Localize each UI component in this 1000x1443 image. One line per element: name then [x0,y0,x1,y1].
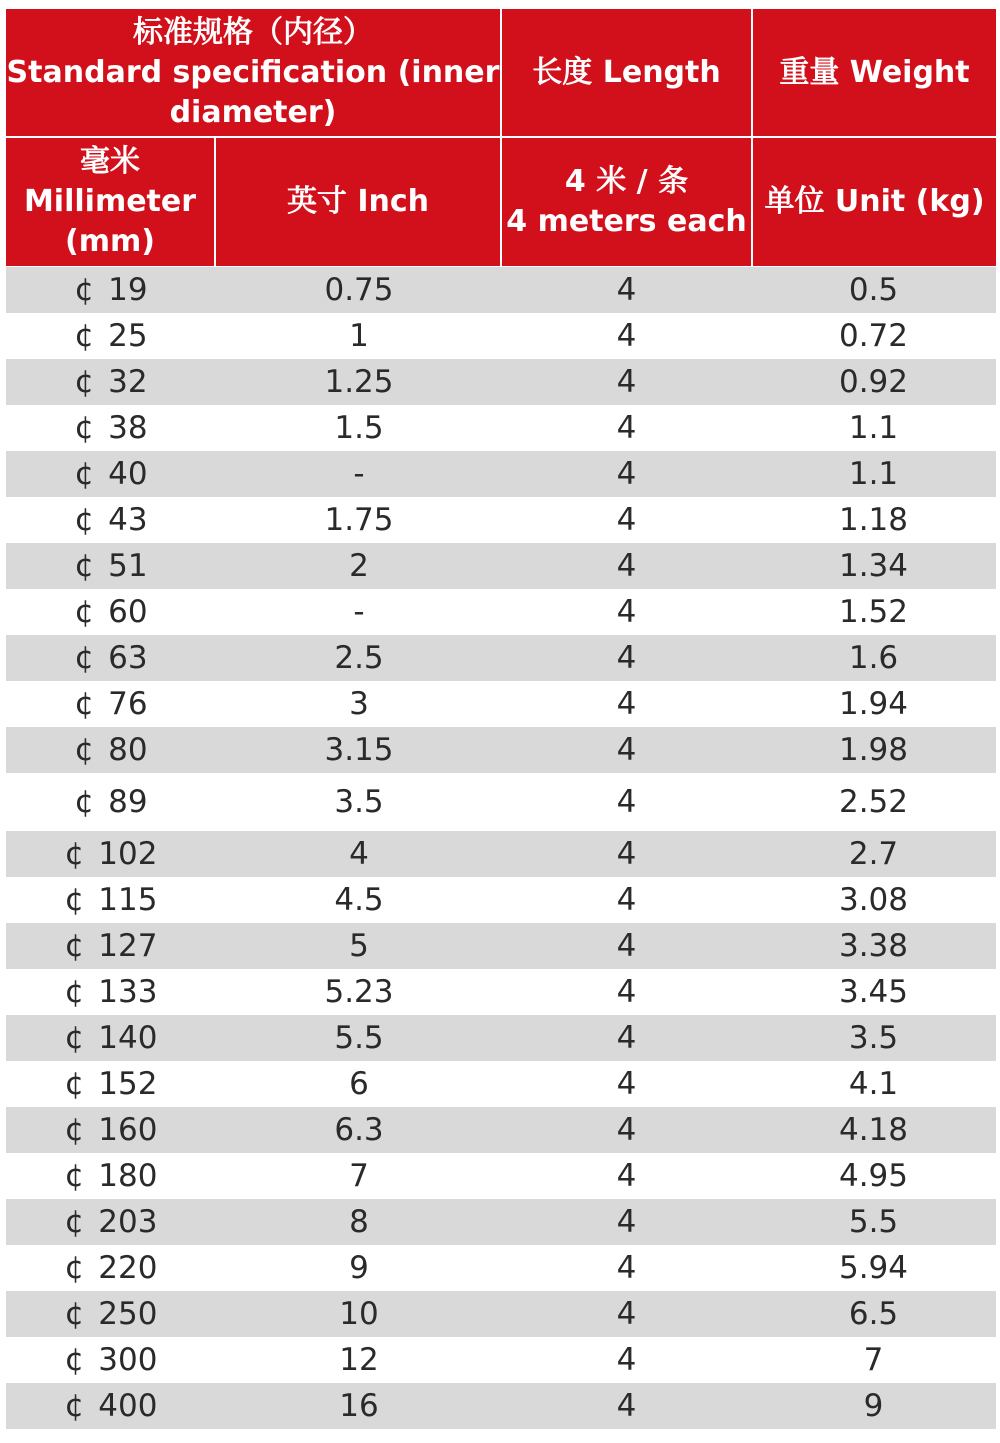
cell-mm [6,928,216,964]
diameter-symbol: ¢ [74,548,95,584]
mm-value: 89 [108,784,148,820]
cell-inch: 5 [349,928,369,964]
cell-mm [6,974,216,1010]
table-row [6,1015,996,1061]
mm-value: 180 [98,1158,158,1194]
header-spec-line-1: 标准规格（内径） [132,14,373,50]
diameter-symbol: ¢ [64,1112,85,1148]
diameter-symbol: ¢ [74,784,95,820]
cell-weight: 3.45 [838,974,909,1010]
cell-length: 4 [616,1066,637,1102]
cell-weight: 0.5 [848,272,899,308]
table-row [6,359,996,405]
diameter-symbol: ¢ [74,272,95,308]
table-body [6,267,996,1429]
table-row [6,969,996,1015]
mm-value: 25 [108,318,148,354]
table-row [6,877,996,923]
table-row [6,1199,996,1245]
cell-inch: 3.15 [324,732,394,768]
cell-weight: 3.38 [838,928,909,964]
diameter-symbol: ¢ [74,640,95,676]
cell-length: 4 [616,272,637,308]
mm-value: 43 [108,502,148,538]
cell-mm [6,686,216,722]
cell-mm [6,410,216,446]
mm-value: 19 [108,272,148,308]
table-row [6,543,996,589]
table-row [6,1061,996,1107]
cell-mm [6,456,216,492]
mm-value: 115 [98,882,158,918]
cell-weight: 1.1 [848,410,899,446]
cell-weight: 5.94 [838,1250,909,1286]
table-row [6,831,996,877]
cell-inch: - [353,456,365,492]
cell-inch: 7 [349,1158,369,1194]
diameter-symbol: ¢ [74,502,95,538]
diameter-symbol: ¢ [74,456,95,492]
cell-inch: 4.5 [334,882,384,918]
header-per-piece [502,138,751,266]
cell-length: 4 [616,928,637,964]
cell-length: 4 [616,548,637,584]
diameter-symbol: ¢ [74,686,95,722]
table-row [6,681,996,727]
cell-mm [6,272,216,308]
mm-value: 51 [108,548,148,584]
cell-weight: 3.08 [838,882,909,918]
table-row [6,497,996,543]
cell-inch: 0.75 [324,272,394,308]
table-row [6,1291,996,1337]
table-row [6,923,996,969]
diameter-symbol: ¢ [74,732,95,768]
cell-mm [6,882,216,918]
cell-inch: 4 [349,836,369,872]
cell-mm [6,1020,216,1056]
mm-value: 152 [98,1066,158,1102]
cell-weight: 6.5 [848,1296,899,1332]
table-row [6,589,996,635]
table-row [6,635,996,681]
cell-mm [6,364,216,400]
table-row [6,727,996,773]
cell-inch: 2 [349,548,369,584]
cell-weight: 1.6 [848,640,899,676]
mm-value: 102 [98,836,158,872]
header-inch-label: 英寸 Inch [286,184,430,219]
cell-length: 4 [616,410,637,446]
mm-value: 160 [98,1112,158,1148]
cell-length: 4 [616,1204,637,1240]
header-per-piece-line-2: 4 meters each [506,204,747,239]
cell-length: 4 [616,1158,637,1194]
cell-length: 4 [616,502,637,538]
diameter-symbol: ¢ [64,1066,85,1102]
cell-weight: 2.52 [838,784,909,820]
cell-inch: 1.5 [334,410,384,446]
cell-weight: 1.18 [838,502,909,538]
table-row [6,1383,996,1429]
cell-length: 4 [616,686,637,722]
cell-mm [6,1204,216,1240]
header-length-label: 长度 Length [532,54,721,90]
mm-value: 400 [98,1388,158,1424]
cell-inch: 6.3 [334,1112,384,1148]
cell-inch: 2.5 [334,640,384,676]
cell-weight: 1.98 [838,732,909,768]
header-weight [753,9,996,136]
diameter-symbol: ¢ [64,1020,85,1056]
diameter-symbol: ¢ [64,1204,85,1240]
cell-weight: 5.5 [848,1204,899,1240]
mm-value: 63 [108,640,148,676]
diameter-symbol: ¢ [64,882,85,918]
cell-inch: 9 [349,1250,369,1286]
diameter-symbol: ¢ [64,1296,85,1332]
table-row [6,1107,996,1153]
cell-length: 4 [616,1342,637,1378]
cell-mm [6,1250,216,1286]
cell-length: 4 [616,836,637,872]
table-row [6,313,996,359]
cell-mm [6,318,216,354]
cell-weight: 4.18 [838,1112,909,1148]
diameter-symbol: ¢ [64,974,85,1010]
cell-weight: 4.1 [848,1066,899,1102]
header-mm-line-3: (mm) [65,224,155,259]
diameter-symbol: ¢ [74,410,95,446]
cell-mm [6,1388,216,1424]
mm-value: 40 [108,456,148,492]
cell-weight: 1.1 [848,456,899,492]
table-row [6,1153,996,1199]
cell-inch: 1.25 [324,364,394,400]
cell-mm [6,1296,216,1332]
mm-value: 32 [108,364,148,400]
header-inch [216,138,500,266]
cell-inch: - [353,594,365,630]
cell-inch: 16 [339,1388,379,1424]
cell-weight: 2.7 [848,836,899,872]
cell-inch: 8 [349,1204,369,1240]
cell-inch: 10 [339,1296,379,1332]
diameter-symbol: ¢ [64,928,85,964]
cell-inch: 3.5 [334,784,384,820]
cell-weight: 0.92 [838,364,909,400]
header-spec-line-2: Standard specification (inner [6,54,500,90]
mm-value: 38 [108,410,148,446]
diameter-symbol: ¢ [74,318,95,354]
cell-inch: 6 [349,1066,369,1102]
cell-length: 4 [616,784,637,820]
diameter-symbol: ¢ [64,836,85,872]
diameter-symbol: ¢ [74,364,95,400]
cell-mm [6,784,216,820]
mm-value: 140 [98,1020,158,1056]
cell-length: 4 [616,1020,637,1056]
diameter-symbol: ¢ [64,1342,85,1378]
header-unit-label: 单位 Unit (kg) [764,184,985,219]
header-mm-line-1: 毫米 [79,144,140,179]
mm-value: 220 [98,1250,158,1286]
cell-weight: 9 [863,1388,884,1424]
cell-mm [6,548,216,584]
cell-weight: 3.5 [848,1020,899,1056]
header-spec [6,9,500,136]
header-length [502,9,751,136]
mm-value: 250 [98,1296,158,1332]
table-row [6,1337,996,1383]
cell-mm [6,1066,216,1102]
cell-inch: 5.5 [334,1020,384,1056]
cell-length: 4 [616,640,637,676]
cell-length: 4 [616,1250,637,1286]
cell-weight: 7 [863,1342,884,1378]
cell-mm [6,594,216,630]
cell-mm [6,732,216,768]
mm-value: 76 [108,686,148,722]
cell-weight: 0.72 [838,318,909,354]
table-row [6,267,996,313]
cell-length: 4 [616,732,637,768]
cell-length: 4 [616,974,637,1010]
cell-weight: 1.52 [838,594,909,630]
cell-inch: 1.75 [324,502,394,538]
cell-length: 4 [616,594,637,630]
cell-mm [6,640,216,676]
mm-value: 127 [98,928,158,964]
cell-length: 4 [616,1112,637,1148]
header-unit [753,138,996,266]
mm-value: 80 [108,732,148,768]
header-per-piece-line-1: 4 米 / 条 [564,164,689,199]
cell-inch: 5.23 [324,974,394,1010]
cell-weight: 4.95 [838,1158,909,1194]
header-mm [6,138,214,266]
cell-length: 4 [616,364,637,400]
cell-weight: 1.94 [838,686,909,722]
cell-length: 4 [616,1296,637,1332]
table-row [6,1245,996,1291]
table-row [6,405,996,451]
cell-length: 4 [616,456,637,492]
cell-mm [6,836,216,872]
header-weight-label: 重量 Weight [779,54,970,90]
cell-mm [6,1158,216,1194]
diameter-symbol: ¢ [64,1158,85,1194]
cell-mm [6,1112,216,1148]
cell-inch: 3 [349,686,369,722]
mm-value: 203 [98,1204,158,1240]
diameter-symbol: ¢ [74,594,95,630]
table-row [6,773,996,831]
header-spec-line-3: diameter) [169,94,337,130]
mm-value: 300 [98,1342,158,1378]
diameter-symbol: ¢ [64,1388,85,1424]
header-mm-line-2: Millimeter [23,184,197,219]
cell-weight: 1.34 [838,548,909,584]
cell-length: 4 [616,1388,637,1424]
table-row [6,451,996,497]
cell-inch: 1 [349,318,369,354]
cell-mm [6,502,216,538]
mm-value: 60 [108,594,148,630]
cell-inch: 12 [339,1342,379,1378]
cell-length: 4 [616,318,637,354]
cell-mm [6,1342,216,1378]
mm-value: 133 [98,974,158,1010]
diameter-symbol: ¢ [64,1250,85,1286]
cell-length: 4 [616,882,637,918]
